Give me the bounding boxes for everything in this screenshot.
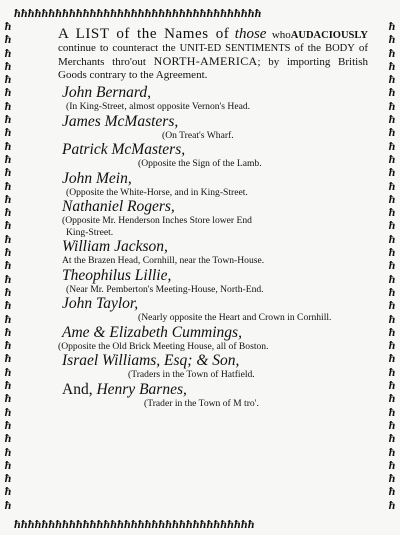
heading-of-the: of the: [294, 42, 322, 54]
heading-north-america: NORTH-AMERICA: [153, 54, 258, 68]
list-entry: [58, 84, 368, 113]
merchant-address: (Opposite the Sign of the Lamb.: [138, 158, 262, 169]
merchant-name: Israel Williams, Esq; & Son,: [62, 352, 240, 369]
merchant-address: (Near Mr. Pemberton's Meeting-House, North-End.: [66, 283, 264, 295]
heading-those: those: [234, 26, 267, 42]
list-entry: [58, 324, 368, 353]
merchant-name-prefix: And,: [62, 380, 93, 398]
merchant-name: Patrick McMasters,: [62, 141, 186, 158]
merchant-name: John Bernard,: [62, 84, 151, 101]
heading-continue: continue to counteract the: [58, 42, 176, 54]
heading-importing: ; by importing British Goods contrary to the Agreement.: [58, 56, 368, 81]
ornamental-border-right: ħ ħ ħ ħ ħ ħ ħ ħ ħ ħ ħ ħ ħ ħ ħ ħ ħ ħ ħ ħ ħ ħ ħ ħ ħ ħ ħ ħ ħ ħ ħ ħ ħ ħ ħ ħ ħ: [388, 20, 396, 512]
heading-who: who: [271, 29, 291, 41]
list-entry: [58, 267, 368, 296]
list-entry: [58, 238, 368, 267]
merchant-address: (Opposite the White-Horse, and in King-Street.: [66, 186, 248, 198]
merchant-address: (Opposite Mr. Henderson Inches Store lower End: [62, 215, 252, 226]
list-entry: [58, 381, 368, 410]
merchant-address: (Nearly opposite the Heart and Crown in Cornhill.: [138, 312, 332, 323]
merchant-address: (Trader in the Town of M tro'.: [144, 397, 259, 409]
merchant-address: (Opposite the Old Brick Meeting House, all of Boston.: [58, 340, 269, 352]
merchant-address: (On Treat's Wharf.: [162, 129, 234, 141]
merchant-name-line: [58, 381, 368, 398]
merchant-address: (Traders in the Town of Hatfield.: [128, 369, 255, 380]
merchant-name: James McMasters,: [62, 112, 179, 130]
list-heading: [58, 28, 368, 82]
merchant-address: (In King-Street, almost opposite Vernon's Head.: [66, 101, 251, 112]
heading-audaciously: AUDACIOUSLY: [290, 30, 368, 41]
list-entry: [58, 170, 368, 199]
merchant-name: Henry Barnes,: [96, 380, 187, 398]
list-entry: [58, 352, 368, 381]
merchant-name: Nathaniel Rogers,: [62, 198, 175, 215]
broadside-text: [58, 28, 368, 409]
ornamental-border-bottom: ħħħħħħħħħħħħħħħħħħħħħħħħħħħħħħħħħħħ: [14, 517, 255, 531]
merchant-address-continued: King-Street.: [66, 226, 114, 238]
heading-united-sentiments: UNIT-ED SENTIMENTS: [179, 43, 291, 54]
merchant-name: Ame & Elizabeth Cummings,: [62, 323, 242, 341]
heading-title: A LIST of the Names of: [58, 26, 230, 42]
list-entry: [58, 198, 368, 238]
merchant-name: John Taylor,: [62, 295, 139, 312]
merchant-name: Theophilus Lillie,: [62, 266, 172, 284]
merchant-name: John Mein,: [62, 169, 132, 187]
ornamental-border-left: ħ ħ ħ ħ ħ ħ ħ ħ ħ ħ ħ ħ ħ ħ ħ ħ ħ ħ ħ ħ ħ ħ ħ ħ ħ ħ ħ ħ ħ ħ ħ ħ ħ ħ ħ ħ ħ: [4, 20, 12, 512]
merchant-name: William Jackson,: [62, 238, 168, 255]
list-entry: [58, 295, 368, 324]
heading-merchants: of Merchants thro'out: [58, 42, 369, 68]
merchant-address: At the Brazen Head, Cornhill, near the Town-House.: [62, 255, 265, 266]
list-entry: [58, 141, 368, 170]
list-entry: [58, 113, 368, 142]
heading-body: BODY: [325, 43, 355, 54]
ornamental-border-top: ħħħħħħħħħħħħħħħħħħħħħħħħħħħħħħħħħħħħ: [14, 6, 262, 20]
